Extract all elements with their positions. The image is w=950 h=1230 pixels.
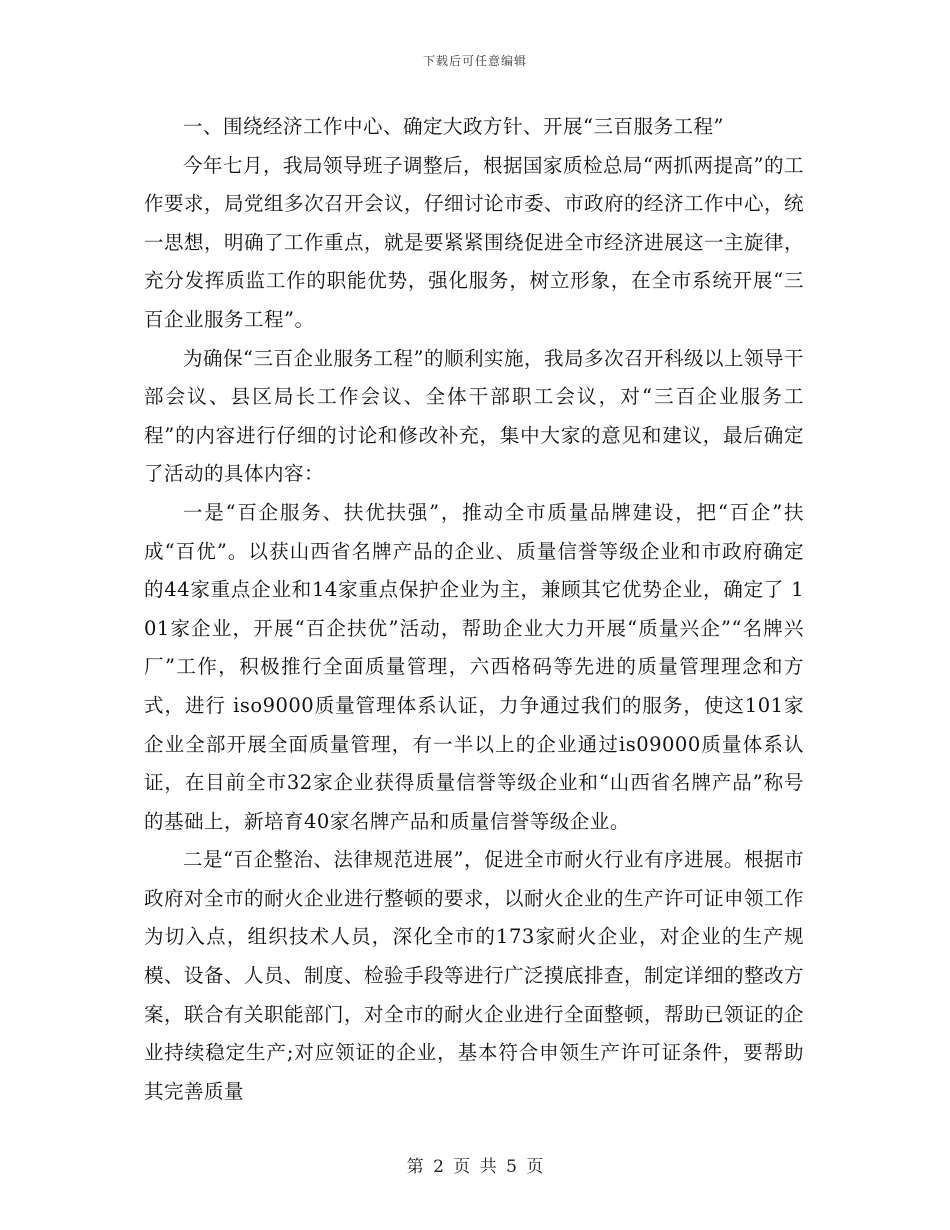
page-header-note: 下载后可任意编辑: [422, 54, 527, 68]
paragraph-3: 一是“百企服务、扶优扶强”，推动全市质量品牌建设，把“百企”扶成“百优”。以获山西省名牌产品的企业、质量信誉等级企业和市政府确定的44家重点企业和14家重点保护企业为主，兼顾其它优势企业，确定了 101家企业，开展“百企扶优”活动，帮助企业大力开展“质量兴企”“名牌兴厂”工作，积极推行全面质量管理，六西格码等先进的质量管理理念和方式，进行 iso9000质量管理体系认证，力争通过我们的服务，使这101家企业全部开展全面质量管理，有一半以上的企业通过is09000质量体系认证，在目前全市32家企业获得质量信誉等级企业和“山西省名牌产品”称号的基础上，新培育40家名牌产品和质量信誉等级企业。: [144, 500, 804, 833]
section-heading: 一、围绕经济工作中心、确定大政方针、开展“三百服务工程”: [183, 115, 724, 138]
document-body: [144, 108, 804, 1111]
page-number-footer: 第 2 页 共 5 页: [406, 1157, 544, 1177]
paragraph-2: 为确保“三百企业服务工程”的顺利实施，我局多次召开科级以上领导干部会议、县区局长工作会议、全体干部职工会议，对“三百企业服务工程”的内容进行仔细的讨论和修改补充，集中大家的意见和建议，最后确定了活动的具体内容：: [144, 346, 804, 486]
paragraph-4: 二是“百企整治、法律规范进展”，促进全市耐火行业有序进展。根据市政府对全市的耐火企业进行整顿的要求，以耐火企业的生产许可证申领工作为切入点，组织技术人员，深化全市的173家耐火企业，对企业的生产规模、设备、人员、制度、检验手段等进行广泛摸底排查，制定详细的整改方案，联合有关职能部门，对全市的耐火企业进行全面整顿，帮助已领证的企业持续稳定生产;对应领证的企业，基本符合申领生产许可证条件，要帮助其完善质量: [144, 848, 805, 1103]
paragraph-1: 今年七月，我局领导班子调整后，根据国家质检总局“两抓两提高”的工作要求，局党组多次召开会议，仔细讨论市委、市政府的经济工作中心，统一思想，明确了工作重点，就是要紧紧围绕促进全市经济进展这一主旋律，充分发挥质监工作的职能优势，强化服务，树立形象，在全市系统开展“三百企业服务工程”。: [144, 153, 805, 331]
